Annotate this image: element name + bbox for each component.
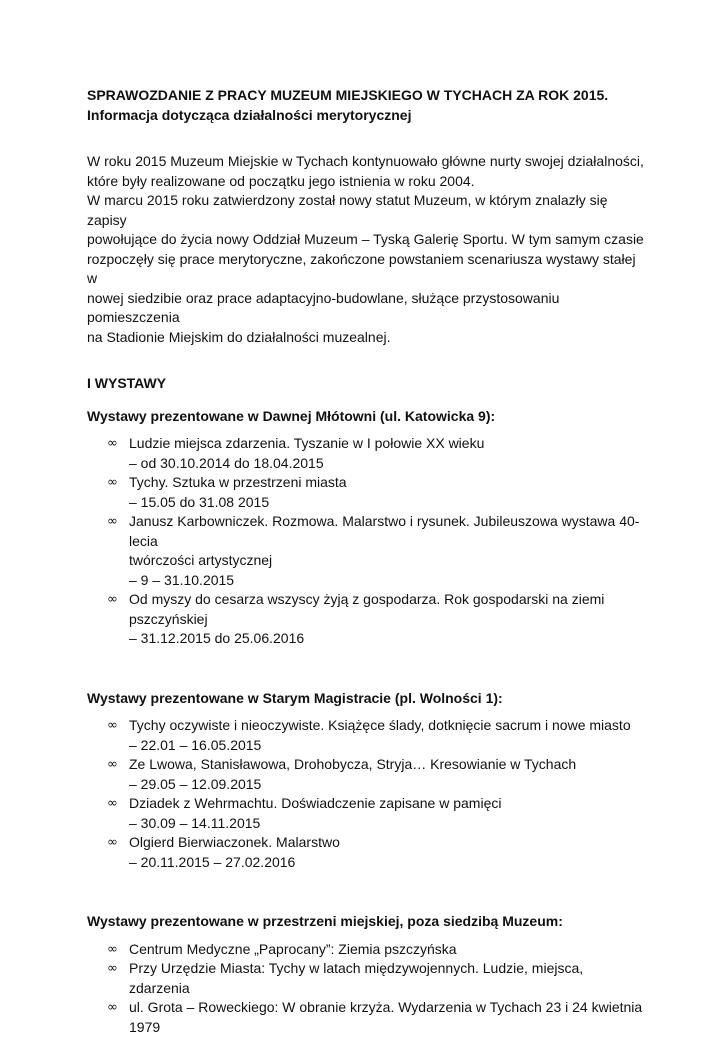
item-line: – od 30.10.2014 do 18.04.2015 (129, 454, 647, 474)
infinity-bullet-icon: ∞ (107, 959, 118, 979)
infinity-bullet-icon: ∞ (107, 998, 118, 1018)
infinity-bullet-icon: ∞ (107, 755, 118, 775)
infinity-bullet-icon: ∞ (107, 833, 118, 853)
item-line: Tychy. Sztuka w przestrzeni miasta (129, 473, 647, 493)
document-page (87, 86, 647, 1037)
item-line: Ze Lwowa, Stanisławowa, Drohobycza, Stryja… Kresowianie w Tychach (129, 755, 647, 775)
item-line: – 30.09 – 14.11.2015 (129, 814, 647, 834)
list-item (87, 434, 647, 473)
group-heading: Wystawy prezentowane w przestrzeni miejskiej, poza siedzibą Muzeum: (87, 912, 647, 932)
list-item (87, 833, 647, 872)
item-line: – 9 – 31.10.2015 (129, 571, 647, 591)
section-heading: I WYSTAWY (87, 374, 647, 394)
item-line: Dziadek z Wehrmachtu. Doświadczenie zapisane w pamięci (129, 794, 647, 814)
list-item (87, 755, 647, 794)
item-line: Przy Urzędzie Miasta: Tychy w latach międzywojennych. Ludzie, miejsca, zdarzenia (129, 959, 647, 998)
intro-line: W marcu 2015 roku zatwierdzony został nowy statut Muzeum, w którym znalazły się zapisy (87, 191, 647, 230)
document-title (87, 86, 647, 125)
item-line: pszczyńskiej (129, 610, 647, 630)
exhibition-list (87, 716, 647, 872)
infinity-bullet-icon: ∞ (107, 794, 118, 814)
list-item (87, 794, 647, 833)
item-line: – 22.01 – 16.05.2015 (129, 736, 647, 756)
item-line: Od myszy do cesarza wszyscy żyją z gospodarza. Rok gospodarski na ziemi (129, 590, 647, 610)
infinity-bullet-icon: ∞ (107, 940, 118, 960)
group-heading: Wystawy prezentowane w Dawnej Młótowni (ul. Katowicka 9): (87, 407, 647, 427)
item-line: – 29.05 – 12.09.2015 (129, 775, 647, 795)
item-line: 1979 (129, 1018, 647, 1037)
exhibition-list (87, 940, 647, 1037)
item-line: Janusz Karbowniczek. Rozmowa. Malarstwo i rysunek. Jubileuszowa wystawa 40-lecia (129, 512, 647, 551)
intro-line: które były realizowane od początku jego istnienia w roku 2004. (87, 172, 647, 192)
title-line-1: SPRAWOZDANIE Z PRACY MUZEUM MIEJSKIEGO W TYCHACH ZA ROK 2015. (87, 86, 647, 106)
intro-line: W roku 2015 Muzeum Miejskie w Tychach kontynuowało główne nurty swojej działalności, (87, 152, 647, 172)
item-line: ul. Grota – Roweckiego: W obranie krzyża. Wydarzenia w Tychach 23 i 24 kwietnia (129, 998, 647, 1018)
intro-line: nowej siedzibie oraz prace adaptacyjno-budowlane, służące przystosowaniu pomieszczenia (87, 289, 647, 328)
infinity-bullet-icon: ∞ (107, 434, 118, 454)
intro-line: na Stadionie Miejskim do działalności muzealnej. (87, 328, 647, 348)
exhibition-list (87, 434, 647, 649)
list-item (87, 512, 647, 590)
list-item (87, 473, 647, 512)
item-line: Tychy oczywiste i nieoczywiste. Książęce ślady, dotknięcie sacrum i nowe miasto (129, 716, 647, 736)
infinity-bullet-icon: ∞ (107, 716, 118, 736)
item-line: twórczości artystycznej (129, 551, 647, 571)
group-heading: Wystawy prezentowane w Starym Magistracie (pl. Wolności 1): (87, 689, 647, 709)
list-item (87, 959, 647, 998)
title-line-2: Informacja dotycząca działalności merytorycznej (87, 106, 647, 126)
item-line: Centrum Medyczne „Paprocany”: Ziemia pszczyńska (129, 940, 647, 960)
intro-paragraph (87, 152, 647, 347)
list-item (87, 590, 647, 649)
intro-line: rozpoczęły się prace merytoryczne, zakończone powstaniem scenariusza wystawy stałej w (87, 250, 647, 289)
item-line: – 31.12.2015 do 25.06.2016 (129, 629, 647, 649)
list-item (87, 998, 647, 1037)
item-line: – 20.11.2015 – 27.02.2016 (129, 853, 647, 873)
list-item (87, 940, 647, 960)
item-line: – 15.05 do 31.08 2015 (129, 493, 647, 513)
item-line: Ludzie miejsca zdarzenia. Tyszanie w I połowie XX wieku (129, 434, 647, 454)
infinity-bullet-icon: ∞ (107, 590, 118, 610)
list-item (87, 716, 647, 755)
intro-line: powołujące do życia nowy Oddział Muzeum – Tyską Galerię Sportu. W tym samym czasie (87, 230, 647, 250)
infinity-bullet-icon: ∞ (107, 473, 118, 493)
infinity-bullet-icon: ∞ (107, 512, 118, 532)
item-line: Olgierd Bierwiaczonek. Malarstwo (129, 833, 647, 853)
